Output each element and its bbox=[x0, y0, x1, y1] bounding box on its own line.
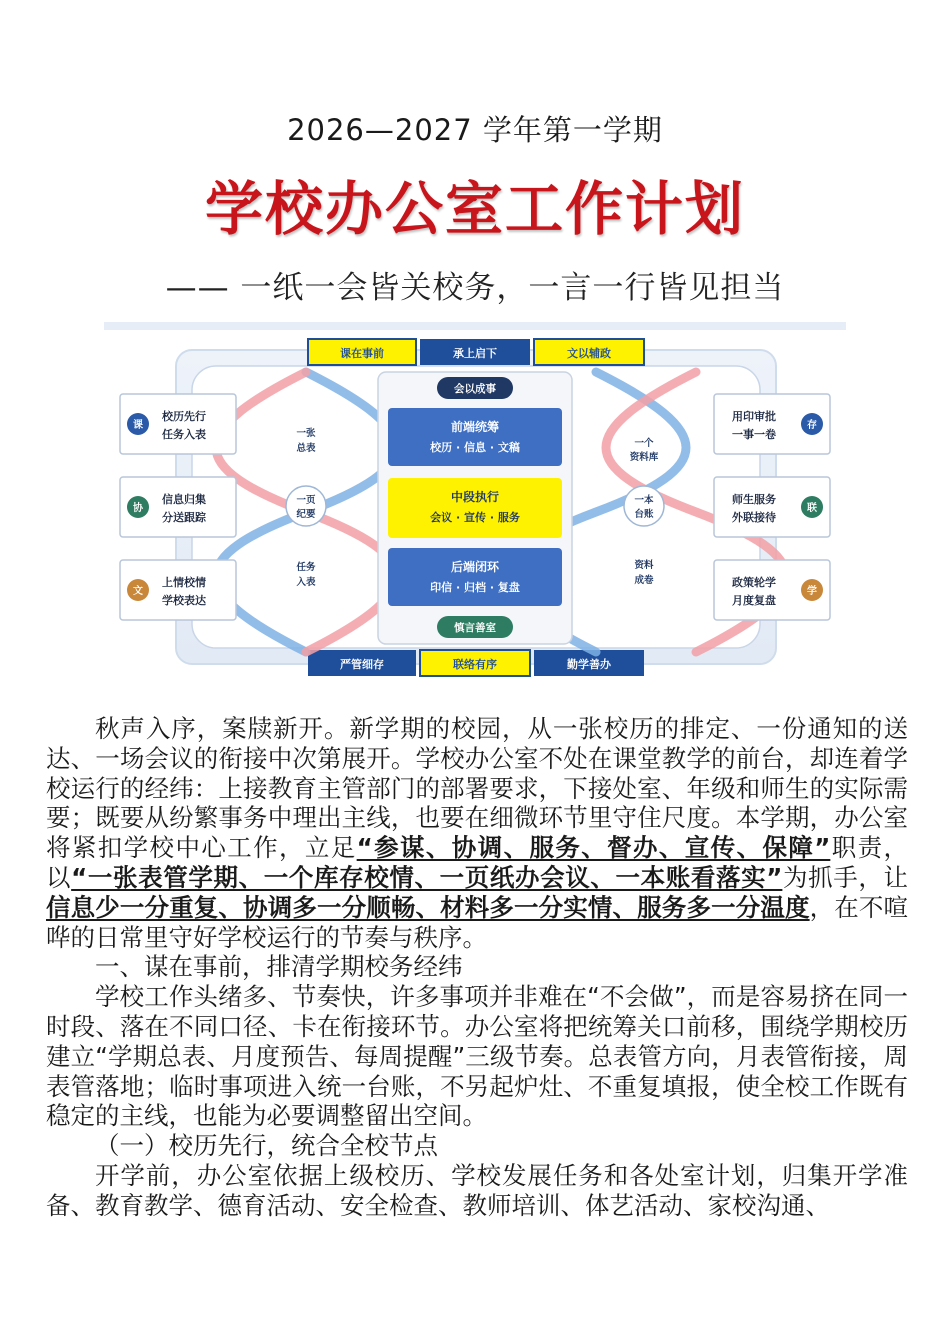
helix-label: 台账 bbox=[634, 509, 654, 520]
section-paragraph: 学校工作头绪多、节奏快，许多事项并非难在“不会做”，而是容易挤在同一时段、落在不同口径、卡在衔接环节。办公室将把统筹关口前移，围绕学期校历建立“学期总表、月度预告、每周提醒”三级节奏。总表管方向，月表管衔接，周表管落地；临时事项进入统一台账，不另起炉灶、不重复填报，使全校工作既有稳定的主线，也能为必要调整留出空间。 bbox=[46, 982, 908, 1131]
svg-text:师生服务: 师生服务 bbox=[732, 493, 776, 506]
svg-text:月度复盘: 月度复盘 bbox=[732, 594, 776, 607]
svg-text:信息归集: 信息归集 bbox=[162, 493, 206, 506]
center-box-front bbox=[388, 408, 562, 466]
helix-label: 总表 bbox=[296, 443, 316, 454]
svg-text:联: 联 bbox=[807, 503, 817, 514]
top-tab-label: 承上启下 bbox=[453, 347, 497, 360]
top-tab-label: 文以辅政 bbox=[567, 347, 611, 360]
section-heading-1: 一、谋在事前，排清学期校务经纬 bbox=[95, 952, 463, 982]
svg-text:协: 协 bbox=[133, 503, 143, 514]
duty-highlight: “参谋、协调、服务、督办、宣传、保障” bbox=[356, 833, 831, 863]
top-tab-label: 课在事前 bbox=[340, 347, 384, 360]
helix-label: 成卷 bbox=[634, 575, 654, 586]
center-bottom-pill: 慎言善室 bbox=[454, 622, 496, 634]
bottom-tab-label: 严管细存 bbox=[340, 658, 384, 671]
helix-label: 一本 bbox=[634, 495, 654, 506]
svg-text:校历先行: 校历先行 bbox=[162, 410, 206, 423]
section-paragraph: 开学前，办公室依据上级校历、学校发展任务和各处室计划，归集开学准备、教育教学、德育活动、安全检查、教师培训、体艺活动、家校沟通、 bbox=[46, 1160, 908, 1220]
tagline: —— 一纸一会皆关校务，一言一行皆见担当 bbox=[165, 270, 785, 306]
helix-label: 一个 bbox=[634, 438, 654, 449]
svg-text:存: 存 bbox=[807, 420, 817, 431]
svg-text:用印审批: 用印审批 bbox=[732, 410, 776, 423]
svg-text:任务入表: 任务入表 bbox=[162, 428, 206, 441]
intro-paragraph: 秋声入序，案牍新开。新学期的校园，从一张校历的排定、一份通知的送达、一场会议的衔接中次第展开。学校办公室不处在课堂教学的前台，却连着学校运行的经纬：上接教育主管部门的部署要求，下接处室、年级和师生的实际需要；既要从纷繁事务中理出主线，也要在细微环节里守住尺度。本学期，办公室将紧扣学校中心工作，立足“参谋、协调、服务、督办、宣传、保障”职责，以“一张表管学期、一个库存校情、一页纸办会议、一本账看落实”为抓手，让信息少一分重复、协调多一分顺畅、材料多一分实情、服务多一分温度，在不喧哗的日常里守好学校运行的节奏与秩序。 bbox=[46, 714, 909, 952]
page-title: 学校办公室工作计划 bbox=[204, 175, 745, 243]
work-plan-diagram bbox=[104, 322, 846, 678]
helix-label: 资料库 bbox=[629, 452, 659, 463]
helix-node bbox=[624, 486, 664, 526]
center-box-back bbox=[388, 548, 562, 606]
center-box-middle bbox=[388, 478, 562, 538]
svg-text:一事一卷: 一事一卷 bbox=[732, 428, 776, 441]
approach-highlight: “一张表管学期、一个库存校情、一页纸办会议、一本账看落实” bbox=[71, 862, 783, 892]
svg-text:课: 课 bbox=[133, 420, 143, 431]
svg-text:学: 学 bbox=[807, 586, 817, 597]
helix-label: 一张 bbox=[296, 428, 316, 439]
bottom-tab-label: 勤学善办 bbox=[567, 658, 611, 671]
svg-text:分送跟踪: 分送跟踪 bbox=[162, 511, 206, 524]
document-body bbox=[46, 714, 908, 1221]
svg-text:外联接待: 外联接待 bbox=[732, 511, 776, 524]
term-heading: 2026—2027 学年第一学期 bbox=[287, 113, 663, 147]
helix-label: 纪要 bbox=[296, 509, 316, 520]
svg-text:前端统筹: 前端统筹 bbox=[450, 420, 500, 434]
subsection-heading-1: （一）校历先行，统合全校节点 bbox=[95, 1131, 438, 1161]
svg-text:上情校情: 上情校情 bbox=[162, 576, 206, 589]
svg-text:中段执行: 中段执行 bbox=[450, 490, 500, 504]
helix-label: 任务 bbox=[296, 562, 316, 573]
svg-text:会议 · 宣传 · 服务: 会议 · 宣传 · 服务 bbox=[430, 511, 520, 524]
helix-label: 入表 bbox=[296, 577, 316, 588]
center-top-pill: 会以成事 bbox=[454, 383, 496, 395]
svg-text:政策轮学: 政策轮学 bbox=[732, 576, 776, 589]
svg-text:校历 · 信息 · 文稿: 校历 · 信息 · 文稿 bbox=[430, 441, 520, 454]
svg-text:印信 · 归档 · 复盘: 印信 · 归档 · 复盘 bbox=[430, 581, 520, 594]
svg-text:后端闭环: 后端闭环 bbox=[450, 560, 500, 574]
helix-label: 一页 bbox=[296, 495, 316, 506]
helix-label: 资料 bbox=[634, 560, 654, 571]
svg-text:学校表达: 学校表达 bbox=[162, 594, 206, 607]
svg-text:文: 文 bbox=[133, 586, 143, 597]
goal-highlight: 信息少一分重复、协调多一分顺畅、材料多一分实情、服务多一分温度 bbox=[46, 892, 810, 922]
bottom-tab-label: 联络有序 bbox=[453, 658, 497, 671]
helix-node bbox=[286, 486, 326, 526]
top-tabs bbox=[308, 339, 644, 365]
